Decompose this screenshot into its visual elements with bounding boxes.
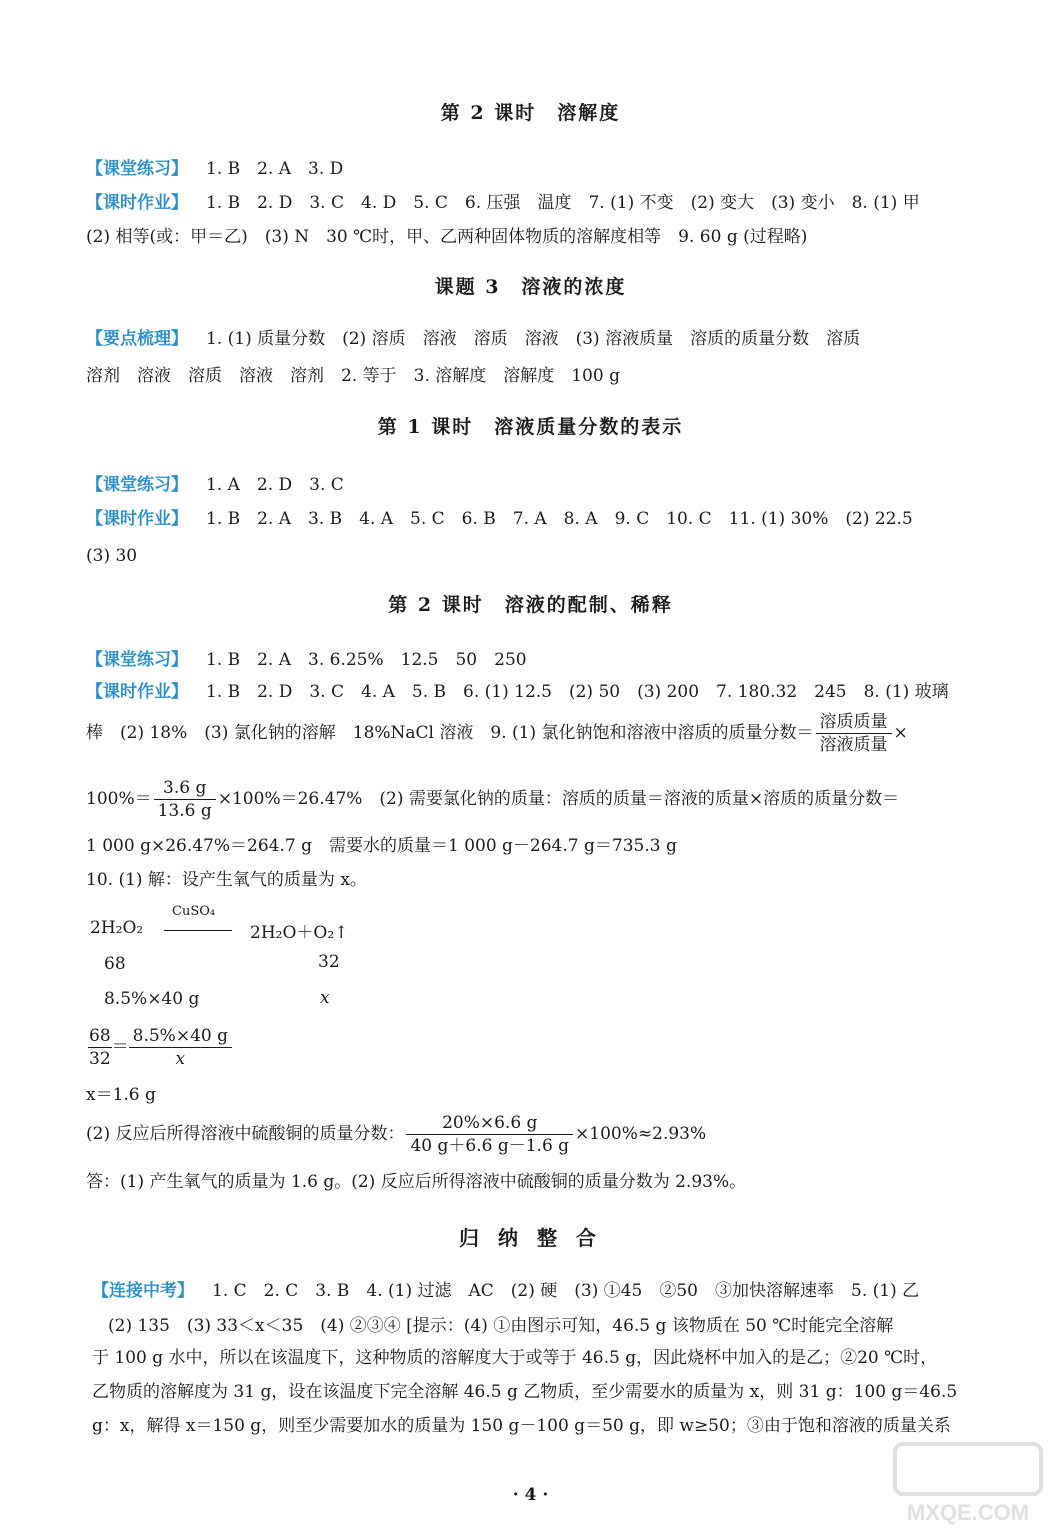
answer-line [86,473,344,497]
answer-line: 溶剂 溶液 溶质 溶液 溶剂 2. 等于 3. 溶解度 溶解度 100 g [86,366,620,386]
answer-line [86,680,949,704]
answer-line [86,648,527,672]
answer-text: 1. B 2. D 3. C 4. A 5. B 6. (1) 12.5 (2) 50 (3) 200 7. 180.32 245 8. (1) 玻璃 [206,682,949,702]
answer-tag: 【课时作业】 [86,682,188,702]
formula-suffix: ×100%≈2.93% [575,1124,707,1144]
answer-line: (2) 135 (3) 33＜x＜35 (4) ②③④ [提示：(4) ①由图示可知，46.5 g 该物质在 50 ℃时能完全溶解 [108,1316,894,1336]
reaction-mass: 32 [318,952,340,972]
fraction-numerator: 溶质质量 [816,711,892,734]
fraction-denominator: 13.6 g [157,801,212,821]
reaction-mass: 68 [104,954,126,974]
formula-line [86,776,899,822]
equals-sign: ＝ [111,1037,129,1057]
answer-text: 1. B 2. A 3. B 4. A 5. C 6. B 7. A 8. A 9. C 10. C 11. (1) 30% (2) 22.5 [206,509,913,529]
fraction-denominator: 40 g＋6.6 g－1.6 g [410,1136,570,1156]
reaction-value: 8.5%×40 g [104,989,200,1009]
answer-text: 1. C 2. C 3. B 4. (1) 过滤 AC (2) 硬 (3) ①45 ②50 ③加快溶解速率 5. (1) 乙 [212,1281,920,1301]
fraction-numerator: 68 [89,1026,111,1046]
answer-line: 答：(1) 产生氧气的质量为 1.6 g。(2) 反应后所得溶液中硫酸铜的质量分数为 2.93%。 [86,1172,747,1192]
answer-line [86,191,920,215]
fraction-denominator: 32 [89,1049,111,1069]
fraction [406,1112,573,1157]
ratio-equation [88,1022,232,1072]
answer-tag: 【连接中考】 [92,1281,194,1301]
watermark-logo-icon [893,1440,1043,1530]
answer-line: g：x，解得 x＝150 g，则至少需要加水的质量为 150 g－100 g＝50 g，即 w≥50；③由于饱和溶液的质量关系 [92,1416,951,1436]
section-heading: 归 纳 整 合 [459,1226,602,1250]
answer-text: 1. A 2. D 3. C [206,475,344,495]
fraction-numerator: 3.6 g [154,777,216,800]
fraction-numerator: 8.5%×40 g [129,1025,232,1048]
formula-line [86,1110,706,1158]
answer-line: x＝1.6 g [86,1085,156,1105]
page-number: · 4 · [512,1485,549,1505]
answer-tag: 【要点梳理】 [86,329,188,349]
answer-line: (3) 30 [86,546,138,566]
formula-prefix: 棒 (2) 18% (3) 氯化钠的溶解 18%NaCl 溶液 9. (1) 氯化钠饱和溶液中溶质的质量分数＝ [86,723,814,743]
formula-suffix: × [893,723,908,743]
section-heading: 课题 3 溶液的浓度 [434,276,627,298]
fraction-denominator: 溶液质量 [819,735,888,755]
answer-line: 于 100 g 水中，所以在该温度下，这种物质的溶解度大于或等于 46.5 g，因此烧杯中加入的是乙；②20 ℃时， [92,1348,938,1368]
section-heading: 第 2 课时 溶解度 [440,102,621,124]
answer-line [86,507,913,531]
fraction-numerator: 20%×6.6 g [406,1112,573,1135]
fraction [88,1025,112,1070]
answer-line: 10. (1) 解：设产生氧气的质量为 x。 [86,870,367,890]
reaction-condition: CuSO₄ [172,904,216,919]
fraction [816,711,892,756]
answer-line: 乙物质的溶解度为 31 g，设在该温度下完全溶解 46.5 g 乙物质，至少需要水的质量为 x，则 31 g：100 g＝46.5 [92,1382,958,1402]
formula-suffix: ×100%＝26.47% (2) 需要氯化钠的质量：溶质的质量＝溶液的质量×溶质的质量分数＝ [217,789,900,809]
answer-line: 1 000 g×26.47%＝264.7 g 需要水的质量＝1 000 g－264.7 g＝735.3 g [86,836,677,856]
reaction-value: x [320,988,330,1008]
fraction [154,777,216,822]
answer-text: 1. B 2. A 3. D [206,159,344,179]
fraction [129,1025,232,1070]
answer-line [86,157,343,181]
answer-tag: 【课堂练习】 [86,475,188,495]
section-heading: 第 2 课时 溶液的配制、稀释 [388,594,673,616]
answer-line [86,327,860,351]
reaction-reactant: 2H₂O₂ [90,918,144,938]
answer-tag: 【课时作业】 [86,193,188,213]
fraction-denominator: x [175,1049,186,1069]
answer-tag: 【课堂练习】 [86,159,188,179]
watermark-text: MXQE.COM [906,1500,1030,1525]
formula-line [86,710,908,756]
formula-prefix: (2) 反应后所得溶液中硫酸铜的质量分数： [86,1124,405,1144]
answer-tag: 【课时作业】 [86,509,188,529]
formula-prefix: 100%＝ [86,789,152,809]
reaction-arrow [164,930,232,931]
answer-tag: 【课堂练习】 [86,650,188,670]
answer-line: (2) 相等(或：甲＝乙) (3) N 30 ℃时，甲、乙两种固体物质的溶解度相等 9. 60 g (过程略) [86,227,808,247]
answer-text: 1. B 2. A 3. 6.25% 12.5 50 250 [206,650,527,670]
answer-text: 1. (1) 质量分数 (2) 溶质 溶液 溶质 溶液 (3) 溶液质量 溶质的质量分数 溶质 [206,329,861,349]
reaction-product: 2H₂O＋O₂↑ [250,923,349,943]
answer-text: 1. B 2. D 3. C 4. D 5. C 6. 压强 温度 7. (1) 不变 (2) 变大 (3) 变小 8. (1) 甲 [206,193,920,213]
section-heading: 第 1 课时 溶液质量分数的表示 [377,416,684,438]
answer-line [92,1279,919,1303]
